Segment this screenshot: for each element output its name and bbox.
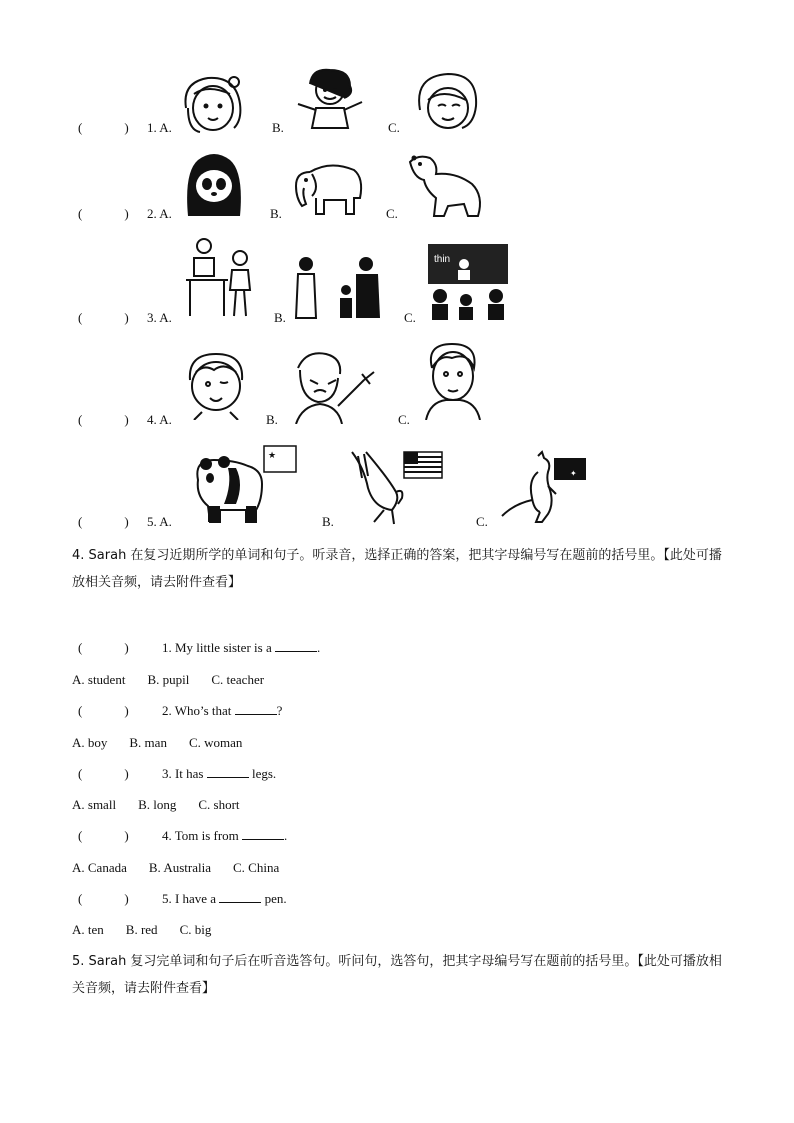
- option-b: B. pupil: [147, 672, 190, 687]
- question-number: 5. A.: [147, 514, 172, 529]
- answer-blank: [242, 828, 284, 840]
- picture-question-2: [0, 148, 794, 248]
- question-number: 1. A.: [147, 120, 172, 135]
- answer-blank: [275, 640, 317, 652]
- answer-bracket[interactable]: ( ): [78, 891, 129, 906]
- option-c: C. woman: [188, 735, 243, 750]
- question-3: ( ) 3. It has legs.: [78, 766, 277, 781]
- question-4: ( ) 4. Tom is from .: [78, 828, 288, 843]
- answer-bracket[interactable]: ( ): [78, 828, 129, 843]
- grandmother-face-icon: [412, 70, 482, 132]
- answer-bracket[interactable]: ( ): [78, 514, 129, 529]
- option-c-label: C.: [388, 120, 400, 135]
- question-1: ( ) 1. My little sister is a .: [78, 640, 321, 655]
- option-b-label: B.: [272, 120, 284, 135]
- boy-portrait-icon: [422, 340, 484, 420]
- option-c: C. China: [232, 860, 280, 875]
- women-children-icon: [294, 254, 382, 320]
- option-b: B. long: [138, 797, 177, 812]
- picture-question-4: [0, 338, 794, 438]
- picture-question-1: [0, 60, 794, 160]
- question-2-options: [72, 735, 264, 751]
- question-5-options: [72, 922, 233, 938]
- woman-waving-icon: [292, 68, 368, 130]
- question-2: ( ) 2. Who’s that ?: [78, 703, 283, 718]
- svg-text:★: ★: [268, 450, 277, 460]
- option-b: B. Australia: [148, 860, 211, 875]
- option-a: A. small: [72, 797, 117, 812]
- answer-blank: [207, 766, 249, 778]
- man-pointing-icon: [292, 348, 380, 424]
- elephant-icon: [290, 158, 366, 218]
- answer-blank: [219, 891, 261, 903]
- svg-text:✦: ✦: [570, 469, 577, 478]
- option-b: B. red: [125, 922, 158, 937]
- option-a: A. student: [72, 672, 126, 687]
- answer-bracket[interactable]: ( ): [78, 703, 129, 718]
- teacher-students-icon: [182, 236, 254, 318]
- answer-blank: [235, 703, 277, 715]
- bear-icon: [404, 150, 486, 220]
- option-c: C. short: [198, 797, 240, 812]
- answer-bracket[interactable]: ( ): [78, 310, 129, 325]
- picture-question-3: [0, 234, 794, 334]
- option-b-label: B.: [270, 206, 282, 221]
- answer-bracket[interactable]: ( ): [78, 120, 129, 135]
- classroom-students-icon: [428, 244, 508, 320]
- answer-bracket[interactable]: ( ): [78, 412, 129, 427]
- panda-icon: [184, 152, 244, 218]
- option-c-label: C.: [404, 310, 416, 325]
- question-4-options: [72, 860, 301, 876]
- option-b: B. man: [129, 735, 167, 750]
- board-text: thin: [434, 254, 451, 265]
- question-3-options: [72, 797, 262, 813]
- section-4-title: 4. Sarah 在复习近期所学的单词和句子。听录音，选择正确的答案，把其字母编号写在题前的括号里。【此处可播放相关音频，请去附件查看】: [72, 548, 722, 590]
- option-b-label: B.: [266, 412, 278, 427]
- answer-bracket[interactable]: ( ): [78, 206, 129, 221]
- panda-china-flag-icon: [184, 444, 300, 526]
- girl-face-icon: [178, 70, 248, 136]
- answer-bracket[interactable]: ( ): [78, 766, 129, 781]
- option-a: A. Canada: [72, 860, 127, 875]
- question-5: ( ) 5. I have a pen.: [78, 891, 287, 906]
- question-number: 4. A.: [147, 412, 172, 427]
- option-a: A. boy: [72, 735, 108, 750]
- question-number: 3. A.: [147, 310, 172, 325]
- option-b-label: B.: [322, 514, 334, 529]
- option-c: C. teacher: [211, 672, 265, 687]
- option-c-label: C.: [398, 412, 410, 427]
- option-a: A. ten: [72, 922, 104, 937]
- option-c-label: C.: [476, 514, 488, 529]
- eagle-usa-flag-icon: [344, 448, 446, 528]
- boy-face-icon: [184, 350, 248, 420]
- question-1-options: [72, 672, 286, 688]
- answer-bracket[interactable]: ( ): [78, 640, 129, 655]
- option-b-label: B.: [274, 310, 286, 325]
- section-5-title: 5. Sarah 复习完单词和句子后在听音选答句。听问句，选答句，把其字母编号写在题前的括号里。【此处可播放相关音频，请去附件查看】: [72, 954, 722, 996]
- kangaroo-australia-flag-icon: [498, 450, 590, 524]
- picture-question-5: [0, 440, 794, 540]
- option-c: C. big: [179, 922, 212, 937]
- option-c-label: C.: [386, 206, 398, 221]
- question-number: 2. A.: [147, 206, 172, 221]
